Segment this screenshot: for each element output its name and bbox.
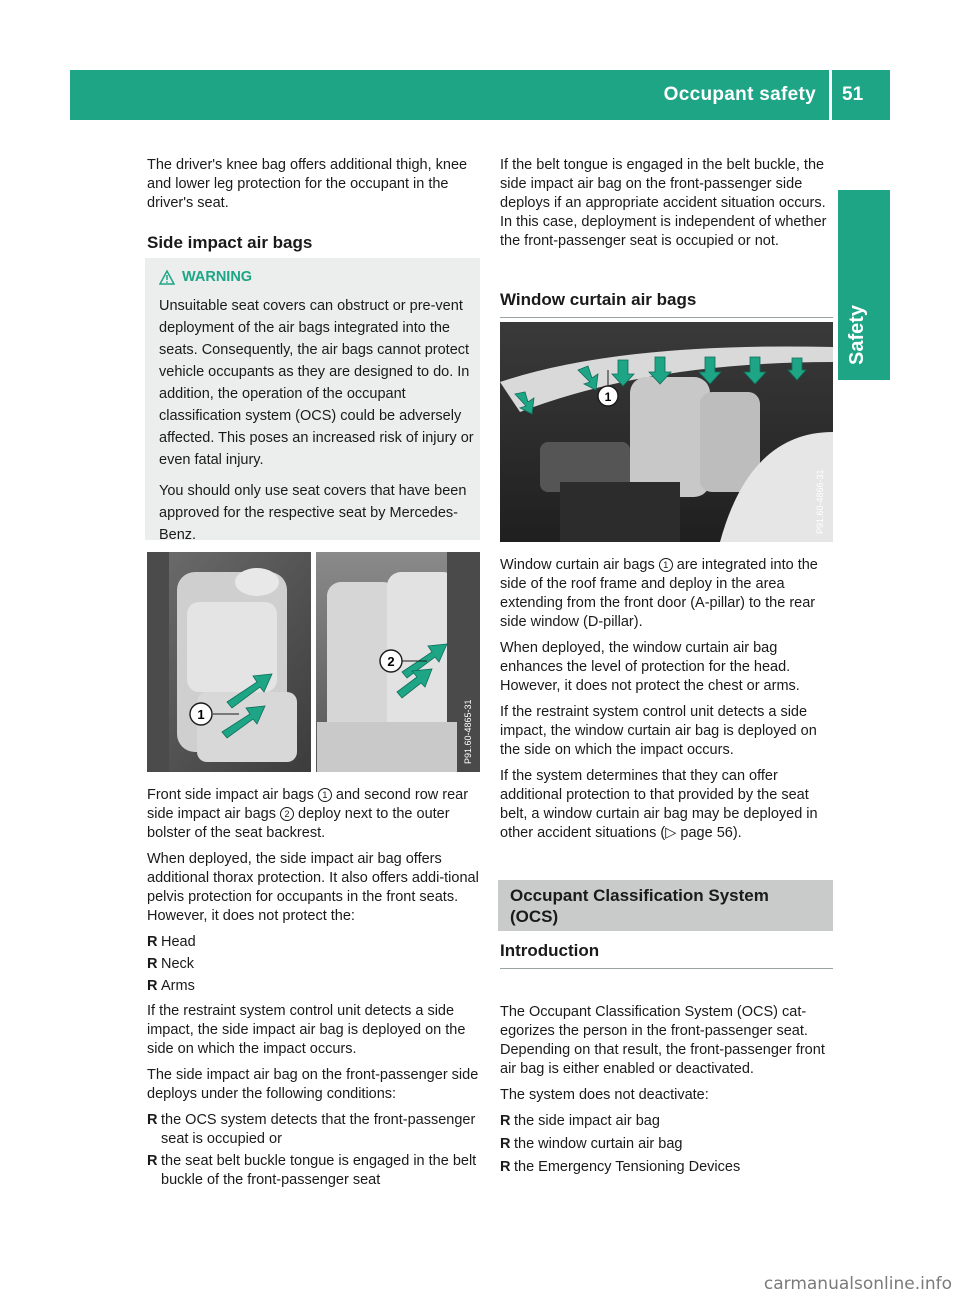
- list-item: R the side impact air bag: [500, 1113, 660, 1129]
- watermark: carmanualsonline.info: [763, 1274, 952, 1294]
- protection-list: [147, 933, 480, 996]
- side-impact-heading-block: [147, 233, 480, 261]
- side-tab-label: Safety: [846, 304, 868, 365]
- bullet-marker: R: [147, 1112, 158, 1128]
- right-top-text: [500, 156, 833, 258]
- list-item: R Head: [147, 934, 196, 950]
- right-body: [500, 556, 833, 850]
- warning-body: [159, 295, 475, 555]
- paragraph: When deployed, the window curtain air bag enhances the level of protection for the head. However, it does not protect the chest or arms.: [500, 640, 800, 694]
- list-item: R the Emergency Tensioning Devices: [500, 1159, 741, 1175]
- header-divider: [829, 70, 832, 120]
- paragraph: If the system determines that they can offer additional protection to that provided by the seat belt, a window curtain air bag may be deployed in other accident situations (▷ page 56).: [500, 768, 818, 841]
- list-item: R the OCS system detects that the front-passenger seat is occupied or: [147, 1112, 476, 1147]
- window-curtain-figure: [500, 322, 833, 542]
- section-heading: Introduction: [500, 941, 600, 960]
- warning-paragraph: Unsuitable seat covers can obstruct or pre-vent deployment of the air bags integrated into the seats. Consequently, the air bags cannot protect vehicle occupants as they are designed to do. In addition, the operation of the occupant classification system (OCS) could be adversely affected. This poses an increased risk of injury or even fatal injury.: [159, 298, 474, 468]
- heading-rule: [500, 968, 833, 969]
- bullet-marker: R: [500, 1159, 511, 1175]
- conditions-list: [147, 1111, 480, 1190]
- paragraph: If the restraint system control unit detects a side impact, the window curtain air bag is deployed on the side on which the impact occurs.: [500, 704, 817, 758]
- window-curtain-illustration: [500, 322, 833, 542]
- warning-triangle-icon: [159, 270, 175, 285]
- list-item: R the window curtain air bag: [500, 1136, 683, 1152]
- paragraph: When deployed, the side impact air bag offers additional thorax protection. It also offers addi-tional pelvis protection for occupants in the front seats. However, it does not protect the:: [147, 851, 479, 924]
- bullet-marker: R: [500, 1113, 511, 1129]
- window-curtain-heading-block: [500, 290, 833, 318]
- marker-2-icon: 2: [280, 807, 294, 821]
- ocs-body: [500, 1003, 833, 1183]
- list-item: R Neck: [147, 956, 195, 972]
- left-body: [147, 786, 480, 1196]
- bullet-marker: R: [500, 1136, 511, 1152]
- list-item: R the seat belt buckle tongue is engaged in the belt buckle of the front-passenger seat: [147, 1153, 477, 1188]
- heading-rule: [500, 317, 833, 318]
- page-section-title: Occupant safety: [663, 84, 816, 105]
- paragraph: The Occupant Classification System (OCS) cat-egorizes the person in the front-passenger seat. Depending on that result, the front-passenger front air bag is either enabled or deactivated.: [500, 1004, 825, 1077]
- paragraph: If the belt tongue is engaged in the belt buckle, the side impact air bag on the front-passenger side deploys if an appropriate accident situation occurs. In this case, deployment is independent of whether the front-passenger seat is occupied or not.: [500, 157, 827, 249]
- figure-code: P91.60-4865-31: [463, 699, 473, 764]
- figure-code: P91.60-4866-31: [815, 469, 825, 534]
- page-reference-link[interactable]: (▷ page 56).: [660, 825, 742, 841]
- bullet-marker: R: [147, 1153, 158, 1169]
- side-airbag-caption: Front side impact air bags 1 and second row rear side impact air bags 2 deploy next to the outer bolster of the seat backrest.: [147, 787, 469, 841]
- side-airbag-figure: [147, 552, 480, 772]
- warning-paragraph: You should only use seat covers that have been approved for the respective seat by Mercedes-Benz.: [159, 483, 467, 543]
- section-heading: Side impact air bags: [147, 233, 313, 252]
- bullet-marker: R: [147, 934, 158, 950]
- introduction-heading-block: [500, 941, 833, 969]
- section-heading: Window curtain air bags: [500, 290, 697, 309]
- ocs-heading: Occupant Classification System (OCS): [510, 886, 769, 926]
- paragraph: If the restraint system control unit detects a side impact, the side impact air bag is deployed on the side on which the impact occurs.: [147, 1003, 466, 1057]
- marker-1-icon: 1: [659, 558, 673, 572]
- figure-marker-2: 2: [387, 654, 395, 669]
- bullet-marker: R: [147, 956, 158, 972]
- page-number: 51: [842, 84, 864, 105]
- not-deactivated-list: [500, 1112, 833, 1177]
- page-ref-arrow-icon: (▷: [660, 825, 677, 841]
- intro-paragraph: The driver's knee bag offers additional thigh, knee and lower leg protection for the occupant in the driver's seat.: [147, 157, 468, 211]
- paragraph: The system does not deactivate:: [500, 1087, 709, 1103]
- intro-text: [147, 156, 480, 220]
- figure-marker-1: 1: [604, 390, 612, 404]
- side-airbag-illustration: [147, 552, 480, 772]
- figure-marker-1: 1: [197, 707, 205, 722]
- paragraph: The side impact air bag on the front-passenger side deploys under the following conditions:: [147, 1067, 479, 1102]
- list-item: R Arms: [147, 978, 195, 994]
- bullet-marker: R: [147, 978, 158, 994]
- window-curtain-caption: Window curtain air bags 1 are integrated into the side of the roof frame and deploy in the area extending from the front door (A-pillar) to the rear side window (D-pillar).: [500, 557, 818, 630]
- warning-title: WARNING: [182, 269, 253, 285]
- marker-1-icon: 1: [318, 788, 332, 802]
